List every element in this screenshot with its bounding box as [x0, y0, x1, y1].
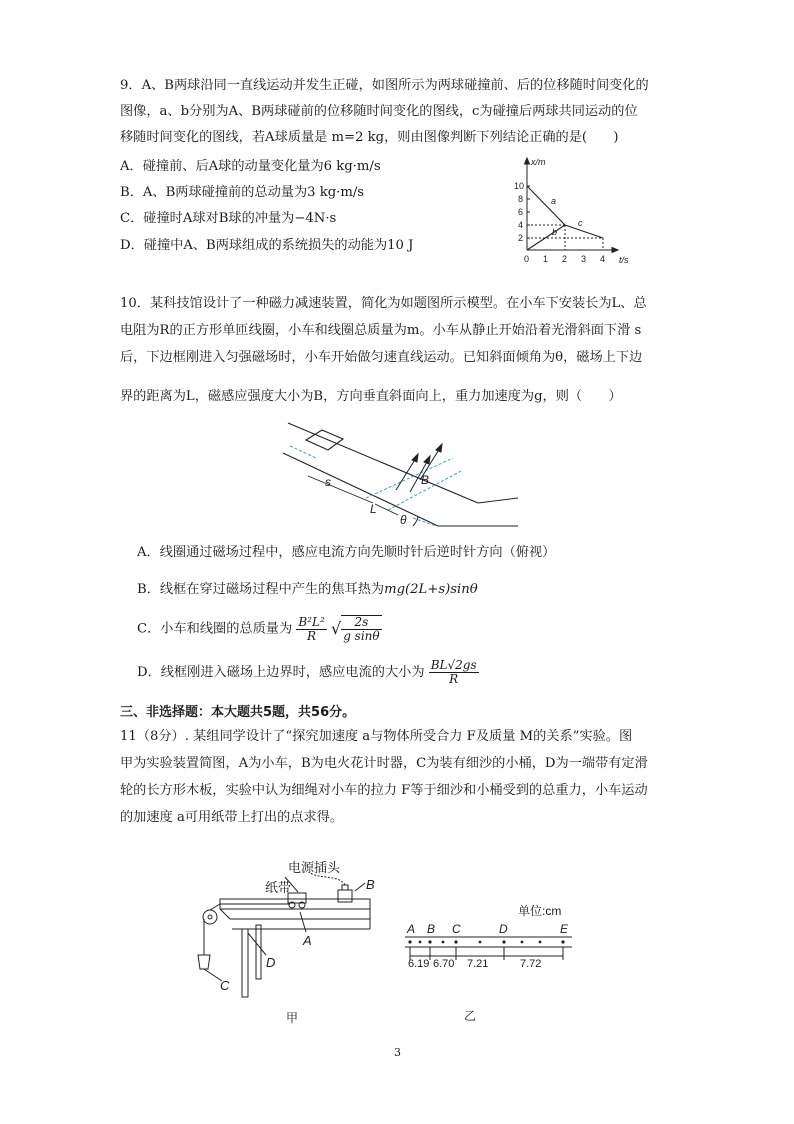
label-c: c — [578, 218, 583, 228]
point-E: E — [560, 922, 569, 936]
section-3-heading: 三、非选择题：本大题共5题，共56分。 — [120, 705, 356, 720]
xtick-1: 1 — [543, 254, 549, 264]
q11-tape-figure — [400, 900, 580, 1030]
q9-option-c: C．碰撞时A球对B球的冲量为−4N·s — [120, 211, 337, 226]
point-A: A — [407, 922, 416, 936]
ytick-4: 4 — [518, 220, 524, 230]
distance-BC: 6.70 — [433, 958, 455, 970]
graph-ylabel: x/m — [531, 157, 546, 167]
ytick-6: 6 — [518, 207, 524, 217]
x-axis-arrow — [612, 248, 618, 253]
q9-xt-graph — [505, 155, 645, 270]
q10-option-c-text: C．小车和线圈的总质量为 — [137, 621, 293, 637]
graph-xlabel: t/s — [619, 255, 629, 265]
q11-line4: 的加速度 a可用纸带上打出的点求得。 — [120, 810, 344, 825]
q11-apparatus-figure — [190, 857, 380, 1027]
timer — [338, 890, 352, 902]
q10-option-a: A．线圈通过磁场过程中，感应电流方向先顺时针后逆时针方向（俯视） — [137, 545, 556, 560]
q11-line1: 11（8分）. 某组同学设计了“探究加速度 a与物体所受合力 F及质量 M的关系”实验。图 — [120, 729, 633, 744]
label-D-board: D — [266, 955, 276, 970]
q9-line1: 9．A、B两球沿同一直线运动并发生正碰，如图所示为两球碰撞前、后的位移随时间变化的 — [120, 78, 649, 93]
label-power-plug: 电源插头 — [288, 861, 341, 876]
label-L: L — [370, 502, 377, 516]
line-c — [565, 225, 603, 238]
q10-option-c-sqrt — [341, 615, 381, 643]
table-leg-back — [256, 925, 261, 979]
point-D: D — [499, 922, 508, 936]
incline-top-edge — [288, 423, 478, 503]
ytick-10: 10 — [514, 181, 525, 191]
label-A-cart: A — [303, 933, 312, 948]
q10-option-d-fraction — [429, 659, 479, 686]
label-paper-tape: 纸带 — [265, 881, 292, 896]
q10-line3: 后，下边框刚进入匀强磁场时，小车开始做匀速直线运动。已知斜面倾角为θ，磁场上下边 — [120, 350, 643, 365]
table-leg-front — [242, 929, 248, 997]
q10-incline-figure — [278, 418, 523, 533]
page-number: 3 — [394, 1046, 401, 1059]
pulley — [203, 910, 217, 924]
q10-option-b — [137, 582, 478, 598]
distance-DE: 7.72 — [520, 958, 542, 970]
q10-line2: 电阻为R的正方形单匝线圈，小车和线圈总质量为m。小车从静止开始沿着光滑斜面下滑 s — [120, 323, 642, 338]
q10-option-d — [137, 658, 479, 688]
xtick-2: 2 — [562, 254, 568, 264]
q10-line4: 界的距离为L，磁感应强度大小为B，方向垂直斜面向上，重力加速度为g，则（ ） — [120, 389, 622, 404]
q9-line2: 图像，a、b分别为A、B两球碰前的位移随时间变化的图线，c为碰撞后两球共同运动的位 — [120, 104, 638, 119]
q10-option-d-denominator: R — [449, 672, 459, 686]
q10-option-d-numerator: BL√2gs — [430, 658, 477, 672]
label-B: B — [421, 473, 430, 487]
point-B: B — [427, 922, 436, 936]
q10-option-c-denominator: R — [307, 628, 317, 643]
label-b: b — [552, 227, 558, 237]
tape-unit: 单位:cm — [518, 904, 562, 918]
ytick-2: 2 — [518, 233, 524, 243]
label-theta: θ — [400, 513, 407, 527]
caption-jia: 甲 — [286, 1011, 299, 1025]
q10-option-c: C．小车和线圈的总质量为 $\frac{\text{B²L²}}{R}$ √ $\frac{2s}{\text{g sinθ}}$ — [137, 614, 380, 643]
q10-option-c-sqrt-denominator: g sinθ — [343, 629, 380, 643]
distance-AB: 6.19 — [408, 958, 430, 970]
label-C-bucket: C — [220, 978, 230, 993]
q9-option-d: D．碰撞中A、B两球组成的系统损失的动能为10 J — [120, 238, 414, 253]
q11-line2: 甲为实验装置简图，A为小车，B为电火花计时器，C为装有细沙的小桶，D为一端带有定滑 — [120, 756, 648, 771]
q9-option-b: B．A、B两球碰撞前的总动量为3 kg·m/s — [120, 185, 365, 200]
q10-line1: 10．某科技馆设计了一种磁力减速装置，简化为如题图所示模型。在小车下安装长为L、总 — [120, 296, 647, 311]
q9-option-a: A．碰撞前、后A球的动量变化量为6 kg·m/s — [120, 159, 381, 174]
label-s: s — [325, 475, 331, 489]
caption-yi: 乙 — [464, 1009, 477, 1023]
label-B-timer: B — [366, 877, 375, 892]
q11-line3: 轮的长方形木板，实验中认为细绳对小车的拉力 F等于细沙和小桶受到的总重力，小车运动 — [120, 783, 648, 798]
q10-option-b-text: B．线框在穿过磁场过程中产生的焦耳热为 — [137, 582, 385, 597]
ytick-8: 8 — [518, 194, 524, 204]
line-a — [527, 186, 565, 225]
y-axis-arrow — [525, 158, 530, 164]
xtick-4: 4 — [600, 254, 606, 264]
q10-option-c-sqrt-numerator: 2s — [341, 616, 381, 630]
q9-line3: 移随时间变化的图线，若A球质量是 m=2 kg，则由图像判断下列结论正确的是( ) — [120, 130, 619, 145]
q10-option-c-numerator: B²L² — [298, 614, 325, 629]
label-a: a — [551, 196, 557, 206]
flat-top-edge — [478, 498, 518, 503]
distance-CD: 7.21 — [467, 958, 489, 970]
xtick-0: 0 — [524, 254, 530, 264]
xtick-3: 3 — [581, 254, 587, 264]
bucket — [198, 955, 210, 969]
q10-option-c-fraction — [296, 616, 326, 643]
incline-bottom-edge — [283, 453, 438, 526]
q10-option-b-formula: mg(2L+s)sinθ — [384, 582, 478, 597]
point-C: C — [452, 922, 461, 936]
q10-option-d-text: D．线框刚进入磁场上边界时，感应电流的大小为 — [137, 665, 425, 680]
field-boundary-lower — [366, 458, 453, 498]
